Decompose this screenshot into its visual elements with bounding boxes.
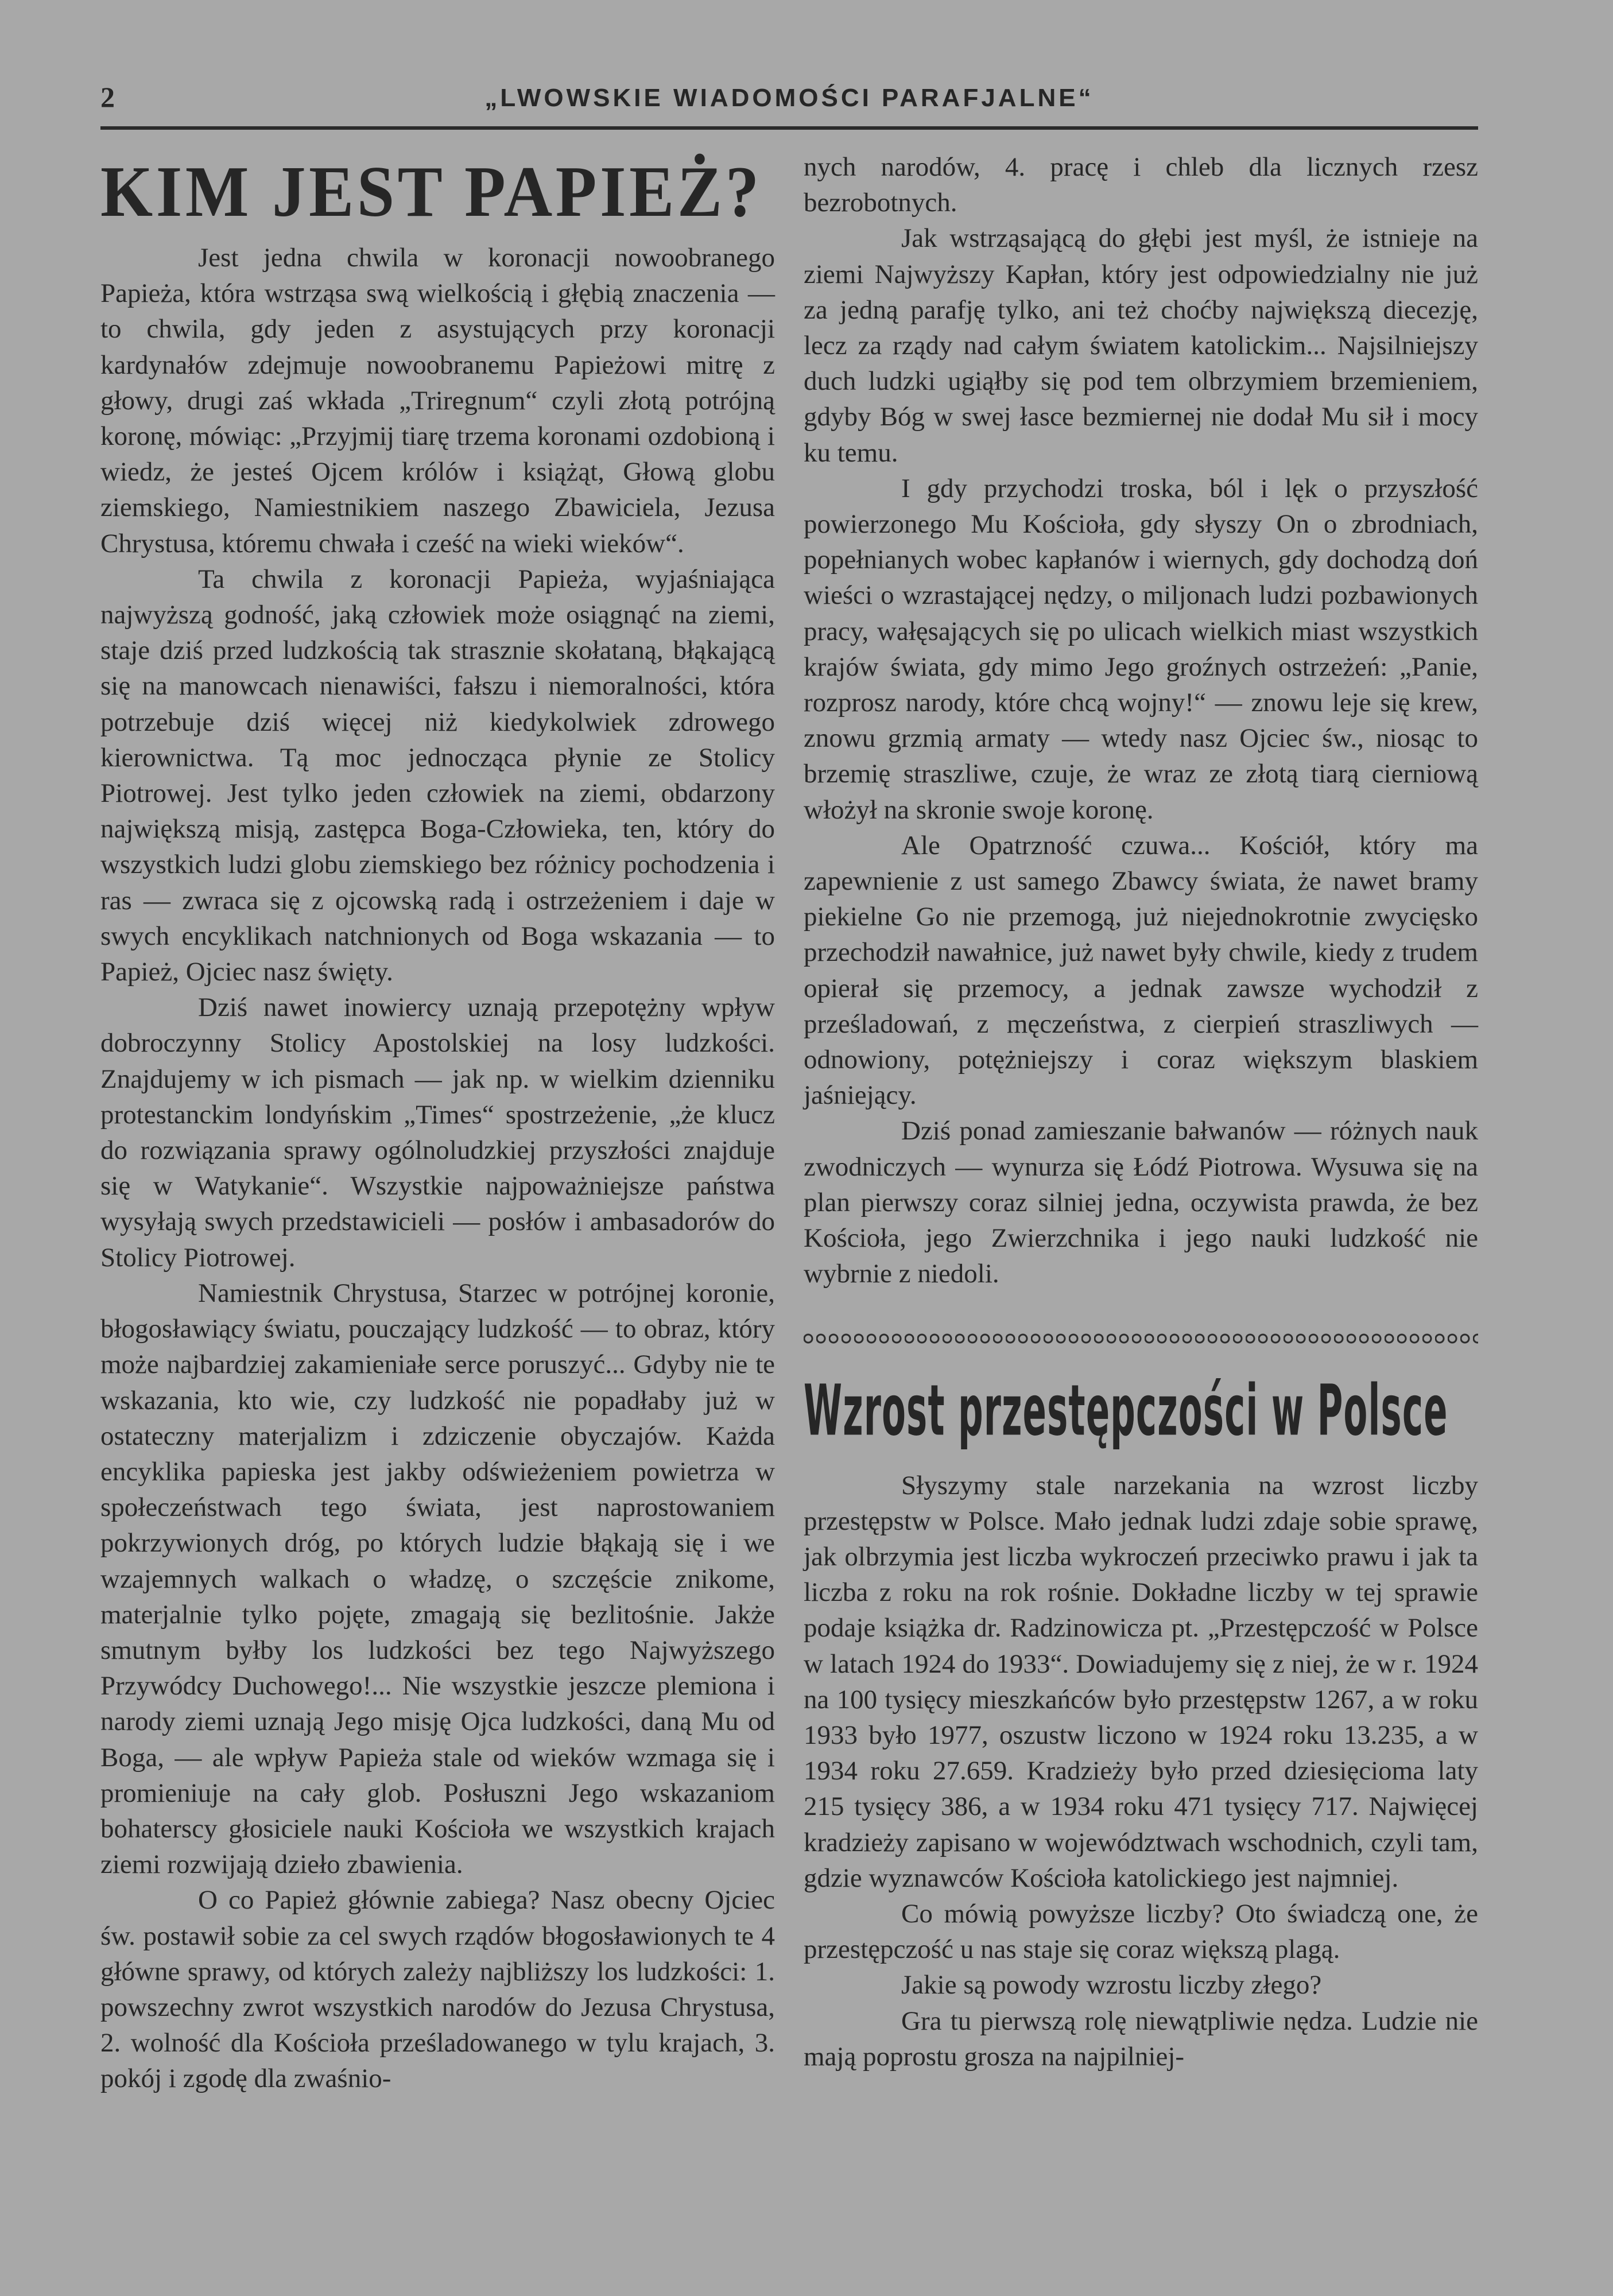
article-paragraph: Słyszymy stale narzekania na wzrost liczby przestępstw w Polsce. Mało jednak ludzi zdaje sobie sprawę, jak olbrzymia jest liczba wykroczeń przeciwko prawu i jak ta liczba z roku na rok rośnie. Dokładne liczby w tej sprawie podaje książka dr. Radzinowicza pt. „Przestępczość w Polsce w latach 1924 do 1933“. Dowiadujemy się z niej, że w r. 1924 na 100 tysięcy mieszkańców było przestępstw 1267, a w roku 1933 było 1977, oszustw liczono w 1924 roku 13.235, a w 1934 roku 27.659. Kradzieży było przed dziesięcioma laty 215 tysięcy 386, a w 1934 roku 471 tysięcy 717. Najwięcej kradzieży zapisano w województwach wschodnich, czyli tam, gdzie wyznawców Kościoła katolickiego jest najmniej.	[804, 1470, 1478, 1893]
article-paragraph: Ale Opatrzność czuwa... Kościół, który ma zapewnienie z ust samego Zbawcy świata, że nawet bramy piekielne Go nie przemogą, już niejednokrotnie zwycięsko przechodził nawałnice, już nawet były chwile, kiedy z trudem opierał się przemocy, a jednak zawsze wychodził z prześladowań, z męczeństwa, z cierpień straszliwych — odnowiony, potężniejszy i coraz większym blaskiem jaśniejący.	[804, 830, 1478, 1111]
article-paragraph: O co Papież głównie zabiega? Nasz obecny Ojciec św. postawił sobie za cel swych rządów błogosławionych te 4 główne sprawy, od których zależy najbliższy los ludzkości: 1. powszechny zwrot wszystkich narodów do Jezusa Chrystusa, 2. wolność dla Kościoła prześladowanego w tylu krajach, 3. pokój i zgodę dla zwaśnio-	[100, 1885, 775, 2094]
article-paragraph: Dziś ponad zamieszanie bałwanów — różnych nauk zwodniczych — wynurza się Łódź Piotrowa. Wysuwa się na plan pierwszy coraz silniej jedna, oczywista prawda, że bez Kościoła, jego Zwierzchnika i jego nauki ludzkość nie wybrnie z niedoli.	[804, 1116, 1478, 1289]
article-paragraph: Jest jedna chwila w koronacji nowoobranego Papieża, która wstrząsa swą wielkością i głębią znaczenia — to chwila, gdy jeden z asystujących przy koronacji kardynałów zdejmuje nowoobranemu Papieżowi mitrę z głowy, drugi zaś wkłada „Triregnum“ czyli złotą potrójną koronę, mówiąc: „Przyjmij tiarę trzema koronami ozdobioną i wiedz, że jesteś Ojcem królów i książąt, Głową globu ziemskiego, Namiestnikiem naszego Zbawiciela, Jezusa Chrystusa, któremu chwała i cześć na wieki wieków“.	[100, 243, 775, 559]
article-title-wzrost-przestepczosci: Wzrost przestępczości w Polsce	[804, 1370, 1448, 1452]
page-header	[100, 80, 1478, 126]
article-paragraph: Jak wstrząsającą do głębi jest myśl, że istnieje na ziemi Najwyższy Kapłan, który jest odpowiedzialny nie już za jedną parafję tylko, ani też choćby największą diecezję, lecz za rządy nad całym światem katolickim... Najsilniejszy duch ludzki ugiąłby się pod tem olbrzymiem brzemieniem, gdyby Bóg w swej łasce bezmiernej nie dodał Mu sił i mocy ku temu.	[804, 223, 1478, 468]
running-title: „LWOWSKIE WIADOMOŚCI PARAFJALNE“	[484, 84, 1094, 112]
article-paragraph-continued: nych narodów, 4. pracę i chleb dla licznych rzesz bezrobotnych.	[804, 152, 1478, 218]
article-paragraph: Namiestnik Chrystusa, Starzec w potrójnej koronie, błogosławiący światu, pouczający ludzkość — to obraz, który może najbardziej zakamieniałe serce poruszyć... Gdyby nie te wskazania, kto wie, czy ludzkość nie popadłaby już w ostateczny materjalizm i zdziczenie obyczajów. Każda encyklika papieska jest jakby odświeżeniem powietrza w społeczeństwach tego świata, jest naprostowaniem pokrzywionych dróg, po których ludzie błąkają się i we wzajemnych walkach o władzę, o szczęście znikome, materjalnie tylko pojęte, zmagają się bezlitośnie. Jakże smutnym byłby los ludzkości bez tego Najwyższego Przywódcy Duchowego!... Nie wszystkie jeszcze plemiona i narody ziemi uznają Jego misję Ojca ludzkości, daną Mu od Boga, — ale wpływ Papieża stale od wieków wzmaga się i promieniuje na cały glob. Posłuszni Jego wskazaniom bohaterscy głosiciele nauki Kościoła we wszystkich krajach ziemi rozwijają dzieło zbawienia.	[100, 1278, 775, 1880]
article-paragraph: Co mówią powyższe liczby? Oto świadczą one, że przestępczość u nas staje się coraz większą plagą.	[804, 1898, 1478, 1965]
right-column	[804, 149, 1478, 2074]
article-paragraph: Gra tu pierwszą rolę niewątpliwie nędza. Ludzie nie mają poprostu grosza na najpilniej-	[804, 2006, 1478, 2072]
article-title-kim-jest-papiez: KIM JEST PAPIEŻ?	[100, 152, 762, 232]
article-paragraph: Jakie są powody wzrostu liczby złego?	[901, 1970, 1322, 2000]
page-number: 2	[100, 81, 115, 113]
ornamental-divider	[804, 1332, 1478, 1345]
article-paragraph: Dziś nawet inowiercy uznają przepotężny wpływ dobroczynny Stolicy Apostolskiej na losy ludzkości. Znajdujemy w ich pismach — jak np. w wielkim dzienniku protestanckim londyńskim „Times“ spostrzeżenie, „że klucz do rozwiązania sprawy ogólnoludzkiej przyszłości znajduje się w Watykanie“. Wszystkie najpoważniejsze państwa wysyłają swych przedstawicieli — posłów i ambasadorów do Stolicy Piotrowej.	[100, 992, 775, 1273]
left-column	[100, 149, 775, 2097]
header-rule	[100, 126, 1478, 130]
article-paragraph: Ta chwila z koronacji Papieża, wyjaśniająca najwyższą godność, jaką człowiek może osiągnąć na ziemi, staje dziś przed ludzkością tak strasznie skołataną, błąkającą się na manowcach nienawiści, fałszu i niemoralności, która potrzebuje dziś więcej niż kiedykolwiek zdrowego kierownictwa. Tą moc jednocząca płynie ze Stolicy Piotrowej. Jest tylko jeden człowiek na ziemi, obdarzony największą misją, zastępca Boga-Człowieka, ten, który do wszystkich ludzi globu ziemskiego bez różnicy pochodzenia i ras — zwraca się z ojcowską radą i ostrzeżeniem i daje w swych encyklikach natchnionych od Boga wskazania — to Papież, Ojciec nasz święty.	[100, 564, 775, 987]
article-paragraph: I gdy przychodzi troska, ból i lęk o przyszłość powierzonego Mu Kościoła, gdy słyszy On o zbrodniach, popełnianych wobec kapłanów i wiernych, gdy dochodzą doń wieści o wzrastającej nędzy, o miljonach ludzi pozbawionych pracy, wałęsających się po ulicach wielkich miast wszystkich krajów świata, gdy mimo Jego groźnych ostrzeżeń: „Panie, rozprosz narody, które chcą wojny!“ — znowu leje się krew, znowu grzmią armaty — wtedy nasz Ojciec św., niosąc to brzemię straszliwe, czuje, że wraz ze złotą tiarą cierniową włożył na skronie swoje koronę.	[804, 473, 1478, 825]
